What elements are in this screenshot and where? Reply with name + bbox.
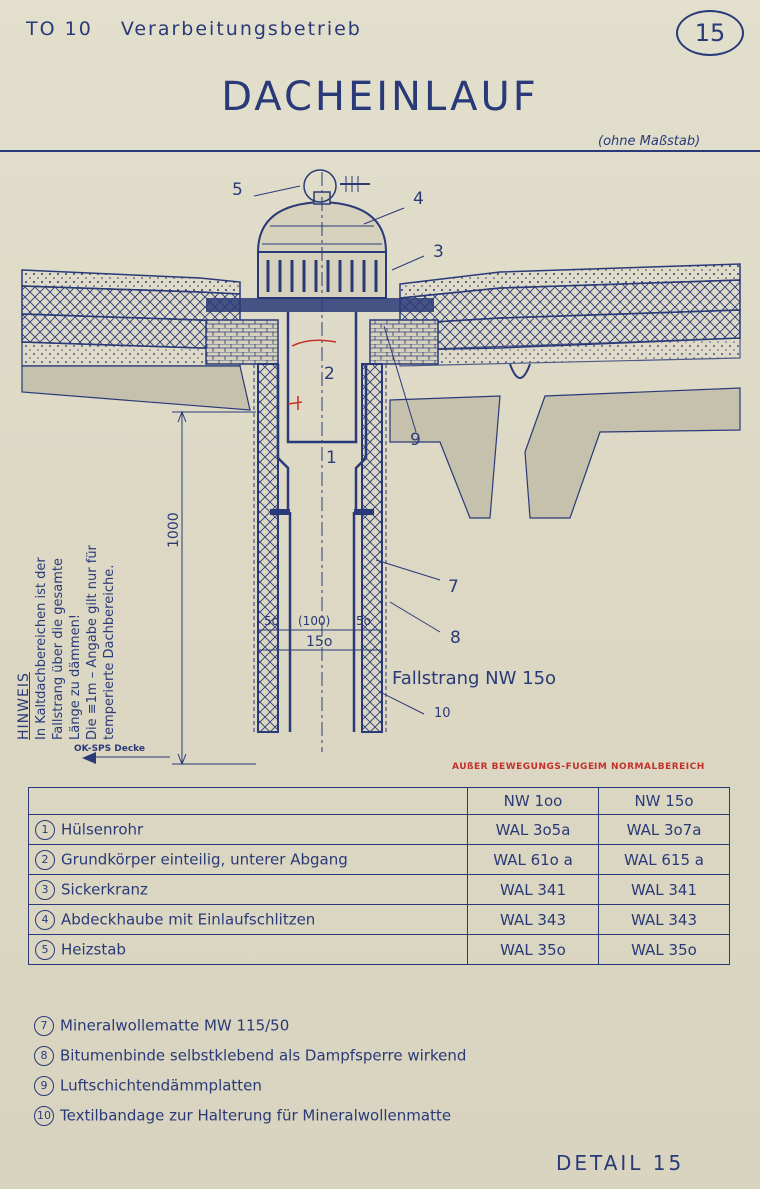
- roof-layers-right: [390, 264, 740, 518]
- legend-text: Mineralwollematte MW 115/50: [60, 1016, 290, 1035]
- legend-number: 9: [34, 1076, 54, 1096]
- callout-7: 7: [448, 577, 459, 597]
- callout-5: 5: [232, 180, 243, 200]
- row-number: 5: [35, 940, 55, 960]
- part-name: Heizstab: [61, 940, 126, 958]
- col-header-nw150: NW 15o: [599, 788, 730, 815]
- part-code-nw100: WAL 341: [468, 875, 599, 905]
- part-code-nw150: WAL 615 a: [599, 845, 730, 875]
- part-name: Hülsenrohr: [61, 820, 144, 838]
- row-number: 4: [35, 910, 55, 930]
- note-line: Die ≡1m – Angabe gilt nur für: [85, 545, 100, 740]
- project-name: Verarbeitungsbetrieb: [120, 18, 362, 40]
- table-header-row: [29, 788, 730, 815]
- dim-outer: 15o: [306, 634, 333, 650]
- part-code-nw150: WAL 3o7a: [599, 815, 730, 845]
- callout-4: 4: [413, 189, 424, 209]
- parts-table: [28, 787, 730, 965]
- callout-1: 1: [326, 448, 337, 468]
- part-code-nw100: WAL 35o: [468, 935, 599, 965]
- fallstrang-label: Fallstrang NW 15o: [392, 668, 557, 689]
- red-header-normal: IM NORMALBEREICH: [594, 762, 705, 772]
- note-heading: HINWEIS: [16, 672, 32, 740]
- callout-8: 8: [450, 628, 461, 648]
- legend-text: Textilbandage zur Halterung für Mineralwollenmatte: [60, 1106, 452, 1125]
- row-number: 1: [35, 820, 55, 840]
- table-row: [29, 875, 730, 905]
- col-header-nw100: NW 1oo: [468, 788, 599, 815]
- callout-9: 9: [410, 430, 421, 450]
- note-line: temperierte Dachbereiche.: [102, 564, 117, 740]
- header-line: [26, 18, 382, 40]
- legend-text: Bitumenbinde selbstklebend als Dampfsperre wirkend: [60, 1046, 467, 1065]
- row-number: 2: [35, 850, 55, 870]
- part-code-nw100: WAL 343: [468, 905, 599, 935]
- part-code-nw100: WAL 61o a: [468, 845, 599, 875]
- part-name: Abdeckhaube mit Einlaufschlitzen: [61, 910, 316, 928]
- legend-item: [34, 1046, 466, 1066]
- ok-label: OK-SPS Decke: [74, 744, 146, 754]
- page-title: DACHEINLAUF: [221, 74, 539, 120]
- callout-3: 3: [433, 242, 444, 262]
- legend-item: [34, 1076, 262, 1096]
- scale-note: (ohne Maßstab): [598, 134, 701, 149]
- legend-item: [34, 1106, 451, 1126]
- dim-wall-left: 5o: [264, 614, 279, 628]
- part-code-nw100: WAL 3o5a: [468, 815, 599, 845]
- dim-wall-right: 5o: [356, 614, 371, 628]
- table-row: [29, 845, 730, 875]
- part-code-nw150: WAL 343: [599, 905, 730, 935]
- legend-item: [34, 1016, 289, 1036]
- table-row: [29, 815, 730, 845]
- red-header-expansion: AUßER BEWEGUNGS-FUGE: [452, 762, 595, 772]
- part-code-nw150: WAL 341: [599, 875, 730, 905]
- note-line: Fallstrang über die gesamte: [51, 558, 66, 740]
- dim-inner: (100): [298, 614, 331, 628]
- table-row: [29, 935, 730, 965]
- detail-label: DETAIL 15: [556, 1151, 685, 1175]
- dimension-height: [172, 412, 256, 764]
- part-name: Sickerkranz: [61, 880, 148, 898]
- legend-number: 7: [34, 1016, 54, 1036]
- sheet-number: 15: [676, 10, 744, 56]
- note-line: Länge zu dämmen!: [68, 613, 83, 740]
- part-name: Grundkörper einteilig, unterer Abgang: [61, 850, 348, 868]
- row-number: 3: [35, 880, 55, 900]
- callout-10: 10: [434, 706, 451, 721]
- callout-2: 2: [324, 364, 335, 384]
- dim-1000: 1000: [166, 512, 182, 548]
- hint-note: [16, 430, 156, 740]
- part-code-nw150: WAL 35o: [599, 935, 730, 965]
- legend-number: 10: [34, 1106, 54, 1126]
- legend-text: Luftschichtendämmplatten: [60, 1076, 262, 1095]
- note-line: In Kaltdachbereichen ist der: [34, 557, 49, 740]
- legend-number: 8: [34, 1046, 54, 1066]
- project-code: TO 10: [26, 18, 93, 40]
- table-row: [29, 905, 730, 935]
